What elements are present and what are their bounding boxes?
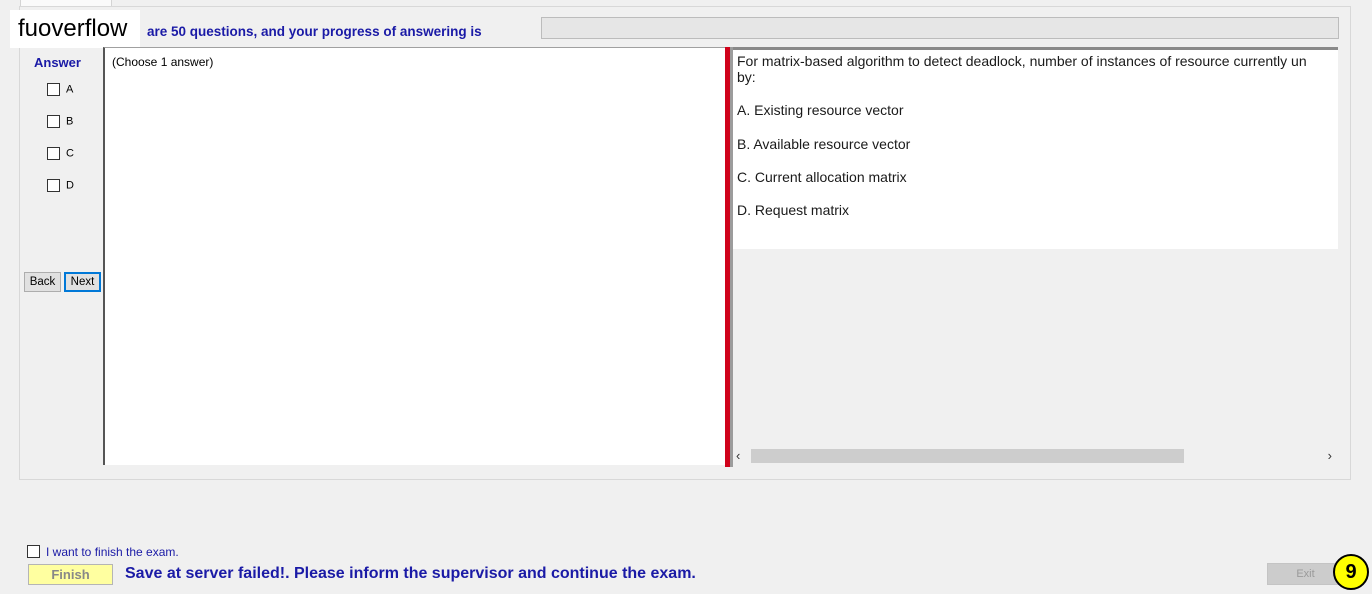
answer-option-c[interactable] <box>47 147 74 163</box>
horizontal-scrollbar[interactable] <box>734 447 1338 465</box>
scroll-left-arrow-icon[interactable]: ‹ <box>736 448 741 463</box>
question-option-c: C. Current allocation matrix <box>737 169 907 185</box>
choose-instruction: (Choose 1 answer) <box>112 55 214 69</box>
answer-option-c-label: C <box>66 147 74 160</box>
checkbox-a[interactable] <box>47 83 60 96</box>
checkbox-c[interactable] <box>47 147 60 160</box>
progress-text: are 50 questions, and your progress of answering is <box>147 24 482 39</box>
question-option-b: B. Available resource vector <box>737 136 911 152</box>
answer-option-a[interactable] <box>47 83 73 99</box>
answer-label: Answer <box>34 55 81 70</box>
answer-option-d[interactable] <box>47 179 74 195</box>
finish-button[interactable]: Finish <box>28 564 113 585</box>
logo-label: fuoverflow <box>10 10 140 48</box>
finish-exam-checkbox[interactable] <box>27 545 40 558</box>
checkbox-d[interactable] <box>47 179 60 192</box>
answer-option-b[interactable] <box>47 115 73 131</box>
next-button[interactable]: Next <box>64 272 101 292</box>
status-message: Save at server failed!. Please inform the supervisor and continue the exam. <box>125 565 696 582</box>
question-option-d: D. Request matrix <box>737 202 850 218</box>
progress-bar <box>541 17 1339 39</box>
question-count-badge: 9 <box>1333 554 1369 590</box>
scroll-right-arrow-icon[interactable]: › <box>1327 448 1332 463</box>
question-text-line-2: by: <box>737 69 756 85</box>
question-text-line-1: For matrix-based algorithm to detect deadlock, number of instances of resource currently un <box>737 53 1307 69</box>
question-option-a: A. Existing resource vector <box>737 102 904 118</box>
question-pane <box>733 47 1338 249</box>
answer-pane[interactable] <box>103 47 725 465</box>
scrollbar-thumb[interactable] <box>751 449 1184 463</box>
answer-option-a-label: A <box>66 83 74 96</box>
answer-option-b-label: B <box>66 115 74 128</box>
finish-exam-checkbox-row[interactable] <box>27 544 179 559</box>
finish-exam-label: I want to finish the exam. <box>46 544 179 559</box>
back-button[interactable]: Back <box>24 272 61 292</box>
checkbox-b[interactable] <box>47 115 60 128</box>
exit-button[interactable]: Exit <box>1267 563 1344 585</box>
answer-option-d-label: D <box>66 179 74 192</box>
